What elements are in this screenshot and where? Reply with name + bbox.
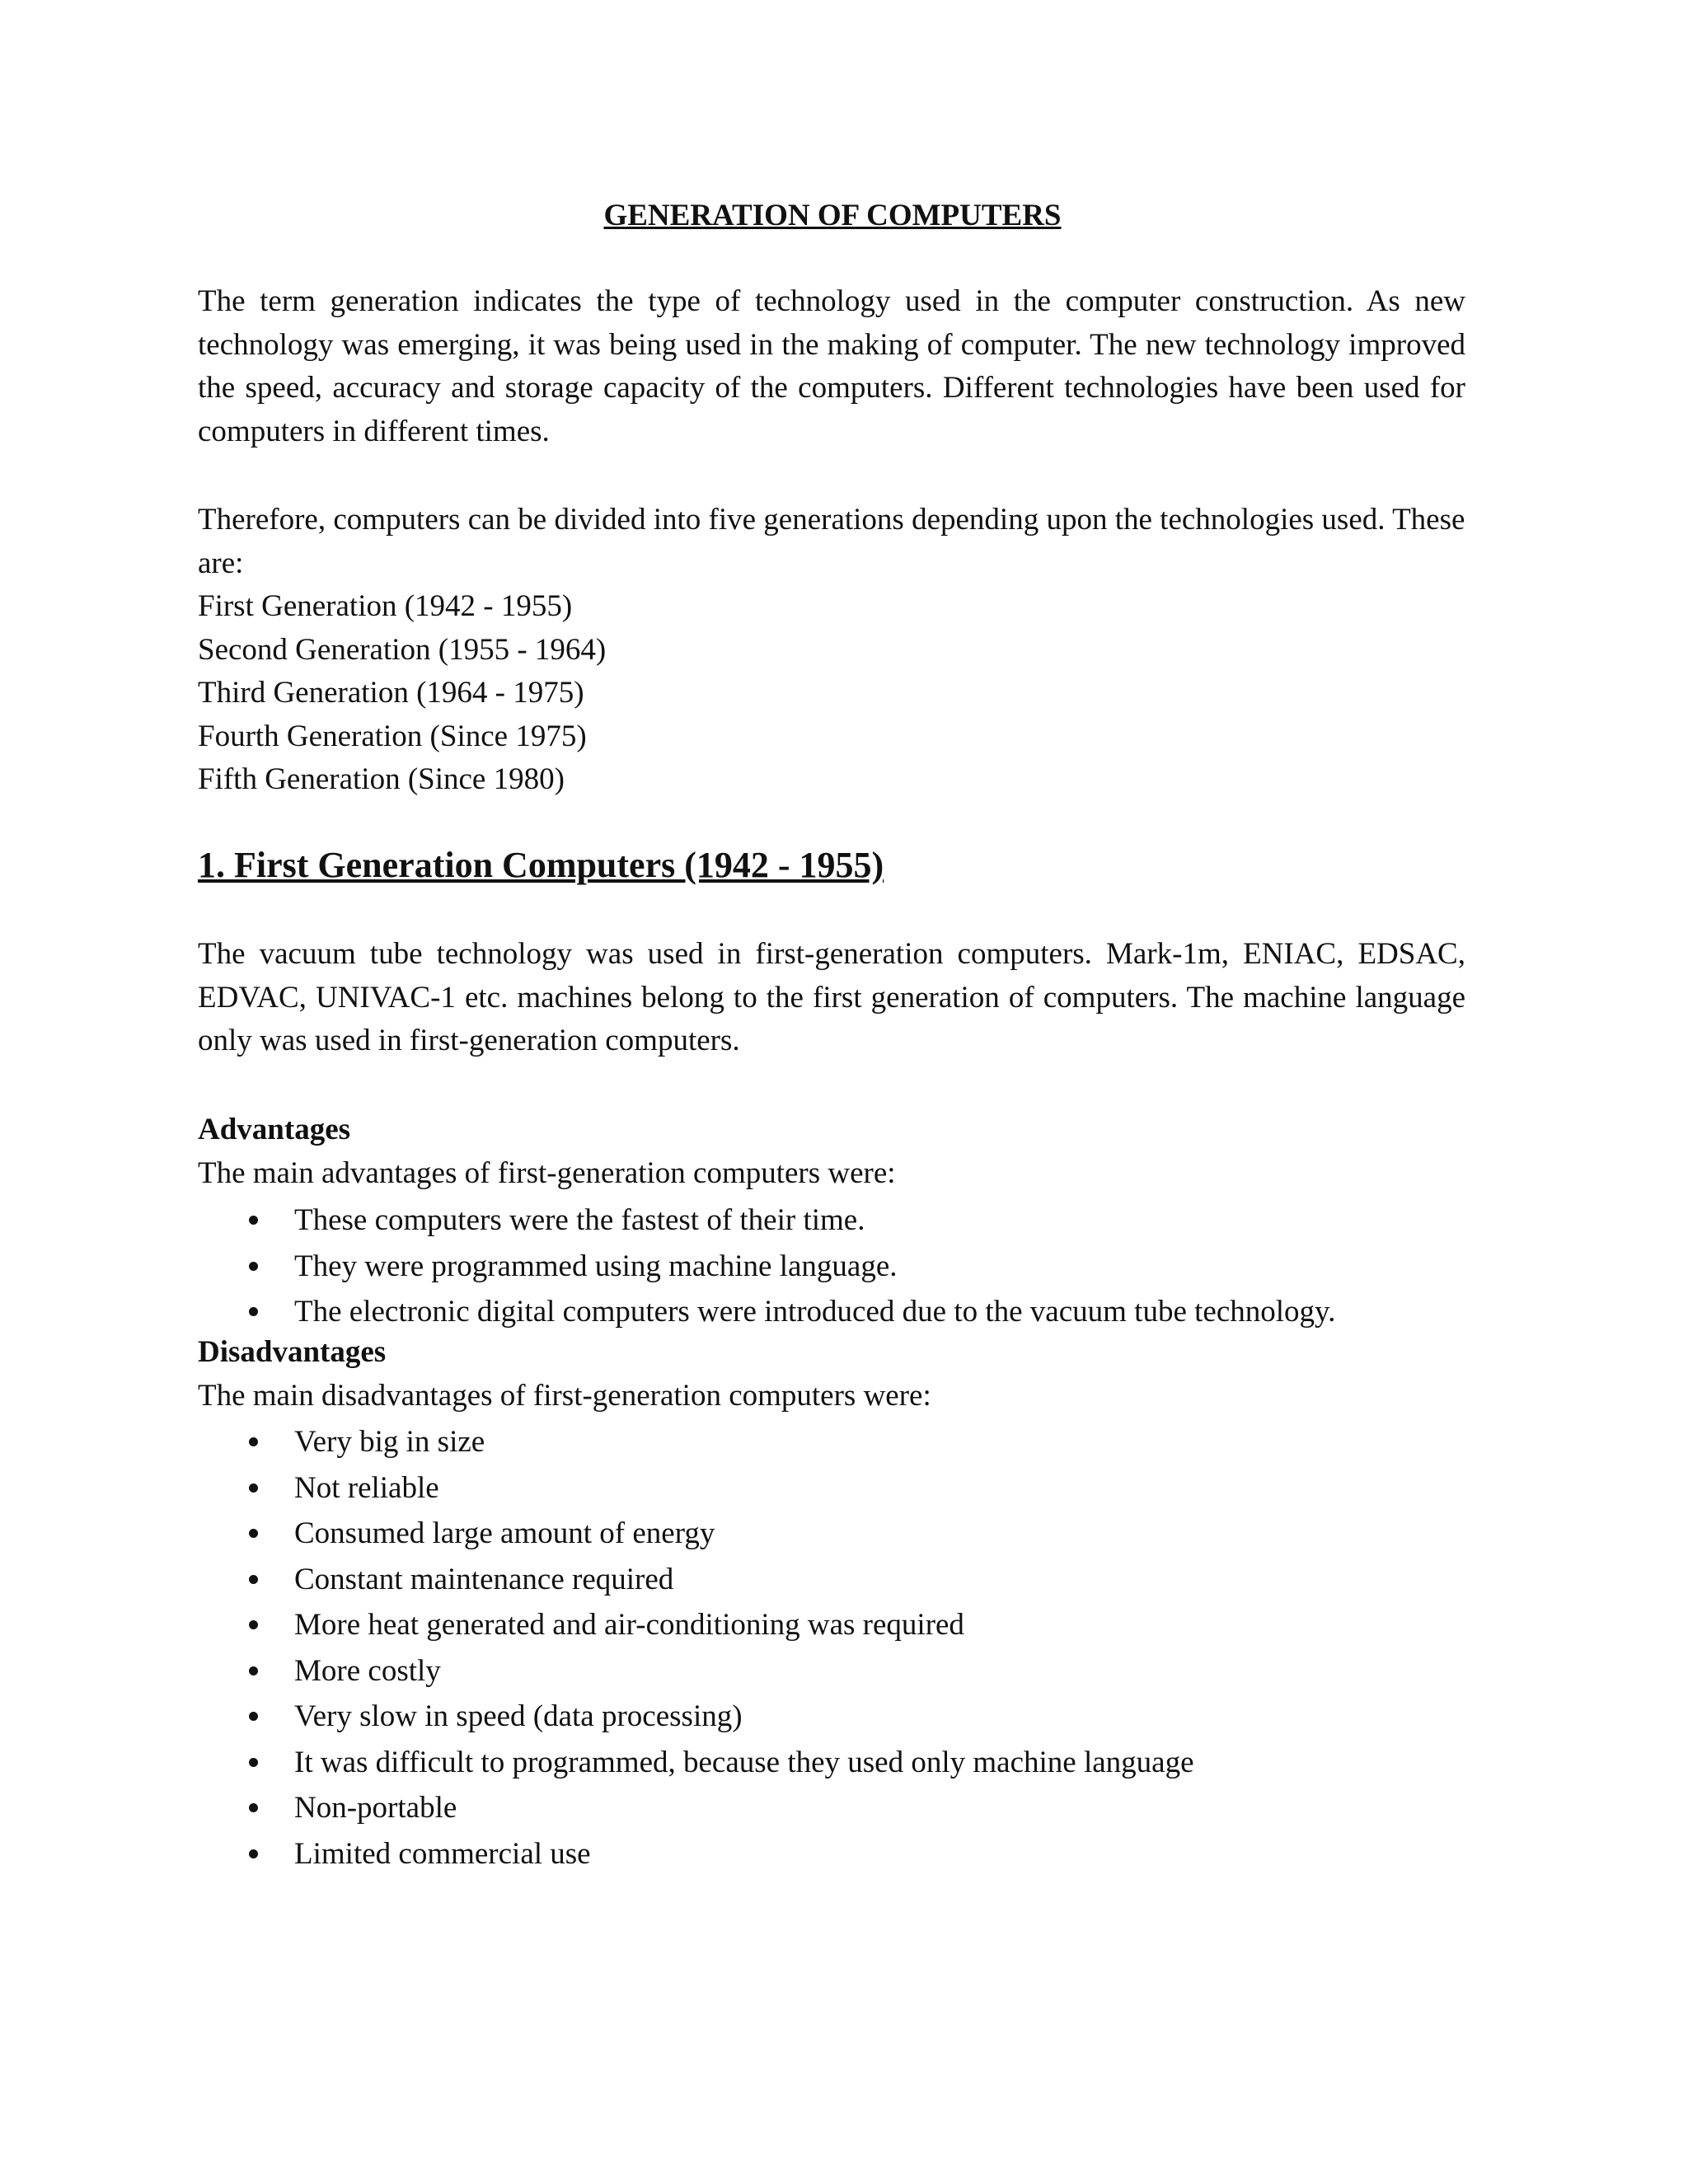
generation-item: First Generation (1942 - 1955) xyxy=(198,589,573,623)
bullet-icon xyxy=(249,1437,258,1446)
bullet-icon xyxy=(249,1620,258,1629)
bullet-icon xyxy=(249,1758,258,1767)
disadvantages-heading: Disadvantages xyxy=(198,1335,387,1369)
advantage-item xyxy=(198,1244,1335,1290)
bullet-icon xyxy=(249,1575,258,1584)
disadvantage-text: Constant maintenance required xyxy=(294,1562,674,1596)
disadvantage-item xyxy=(198,1694,1194,1740)
disadvantage-item xyxy=(198,1465,1194,1511)
disadvantage-text: Non-portable xyxy=(294,1791,457,1825)
disadvantage-text: It was difficult to programmed, because they used only machine language xyxy=(294,1745,1194,1779)
disadvantages-lead: The main disadvantages of first-generation computers were: xyxy=(198,1379,931,1413)
generation-item: Second Generation (1955 - 1964) xyxy=(198,632,607,667)
advantage-text: The electronic digital computers were introduced due to the vacuum tube technology. xyxy=(294,1295,1336,1329)
bullet-icon xyxy=(249,1483,258,1493)
advantages-lead: The main advantages of first-generation computers were: xyxy=(198,1156,896,1190)
disadvantage-text: Consumed large amount of energy xyxy=(294,1516,715,1550)
bullet-icon xyxy=(249,1529,258,1538)
intro-paragraph: The term generation indicates the type of technology used in the computer construction. As new technology was emerging, it was being used in the making of computer. The new technology improved the speed, accuracy and storage capacity of the computers. Different technologies have been used for computers in different times. xyxy=(198,284,1465,448)
disadvantage-item xyxy=(198,1831,1194,1877)
disadvantage-text: Not reliable xyxy=(294,1470,439,1505)
disadvantage-text: Very big in size xyxy=(294,1425,485,1459)
bullet-icon xyxy=(249,1666,258,1675)
bullet-icon xyxy=(249,1803,258,1812)
bullet-icon xyxy=(249,1712,258,1721)
first-generation-paragraph: The vacuum tube technology was used in first-generation computers. Mark-1m, ENIAC, EDSAC, EDVAC, UNIVAC-1 etc. machines belong to the first generation of computers. The machine language only was used in first-generation computers. xyxy=(198,937,1465,1057)
disadvantage-text: More costly xyxy=(294,1653,441,1688)
generation-item: Fifth Generation (Since 1980) xyxy=(198,762,565,796)
disadvantage-item xyxy=(198,1785,1194,1831)
generations-list xyxy=(198,585,606,802)
disadvantage-item xyxy=(198,1602,1194,1648)
generation-item: Third Generation (1964 - 1975) xyxy=(198,676,584,710)
disadvantage-item xyxy=(198,1419,1194,1465)
advantage-item xyxy=(198,1197,1335,1244)
generation-item: Fourth Generation (Since 1975) xyxy=(198,719,587,753)
bullet-icon xyxy=(249,1307,258,1316)
disadvantage-text: More heat generated and air-conditioning was required xyxy=(294,1608,964,1642)
advantages-list xyxy=(198,1197,1335,1335)
bullet-icon xyxy=(249,1216,258,1225)
advantage-text: These computers were the fastest of their time. xyxy=(294,1203,865,1237)
bullet-icon xyxy=(249,1262,258,1271)
advantage-text: They were programmed using machine language. xyxy=(294,1249,898,1283)
generations-intro-paragraph: Therefore, computers can be divided into five generations depending upon the technologies used. These are: xyxy=(198,503,1465,580)
bullet-icon xyxy=(249,1849,258,1858)
disadvantages-list xyxy=(198,1419,1194,1877)
disadvantage-text: Limited commercial use xyxy=(294,1836,591,1871)
section-heading-first-generation: 1. First Generation Computers (1942 - 1955) xyxy=(198,845,884,885)
disadvantage-item xyxy=(198,1511,1194,1557)
document-title: GENERATION OF COMPUTERS xyxy=(603,199,1062,232)
disadvantage-item xyxy=(198,1740,1194,1786)
disadvantage-item xyxy=(198,1648,1194,1694)
disadvantage-item xyxy=(198,1557,1194,1603)
advantage-item xyxy=(198,1289,1335,1335)
disadvantage-text: Very slow in speed (data processing) xyxy=(294,1699,743,1733)
advantages-heading: Advantages xyxy=(198,1113,351,1146)
